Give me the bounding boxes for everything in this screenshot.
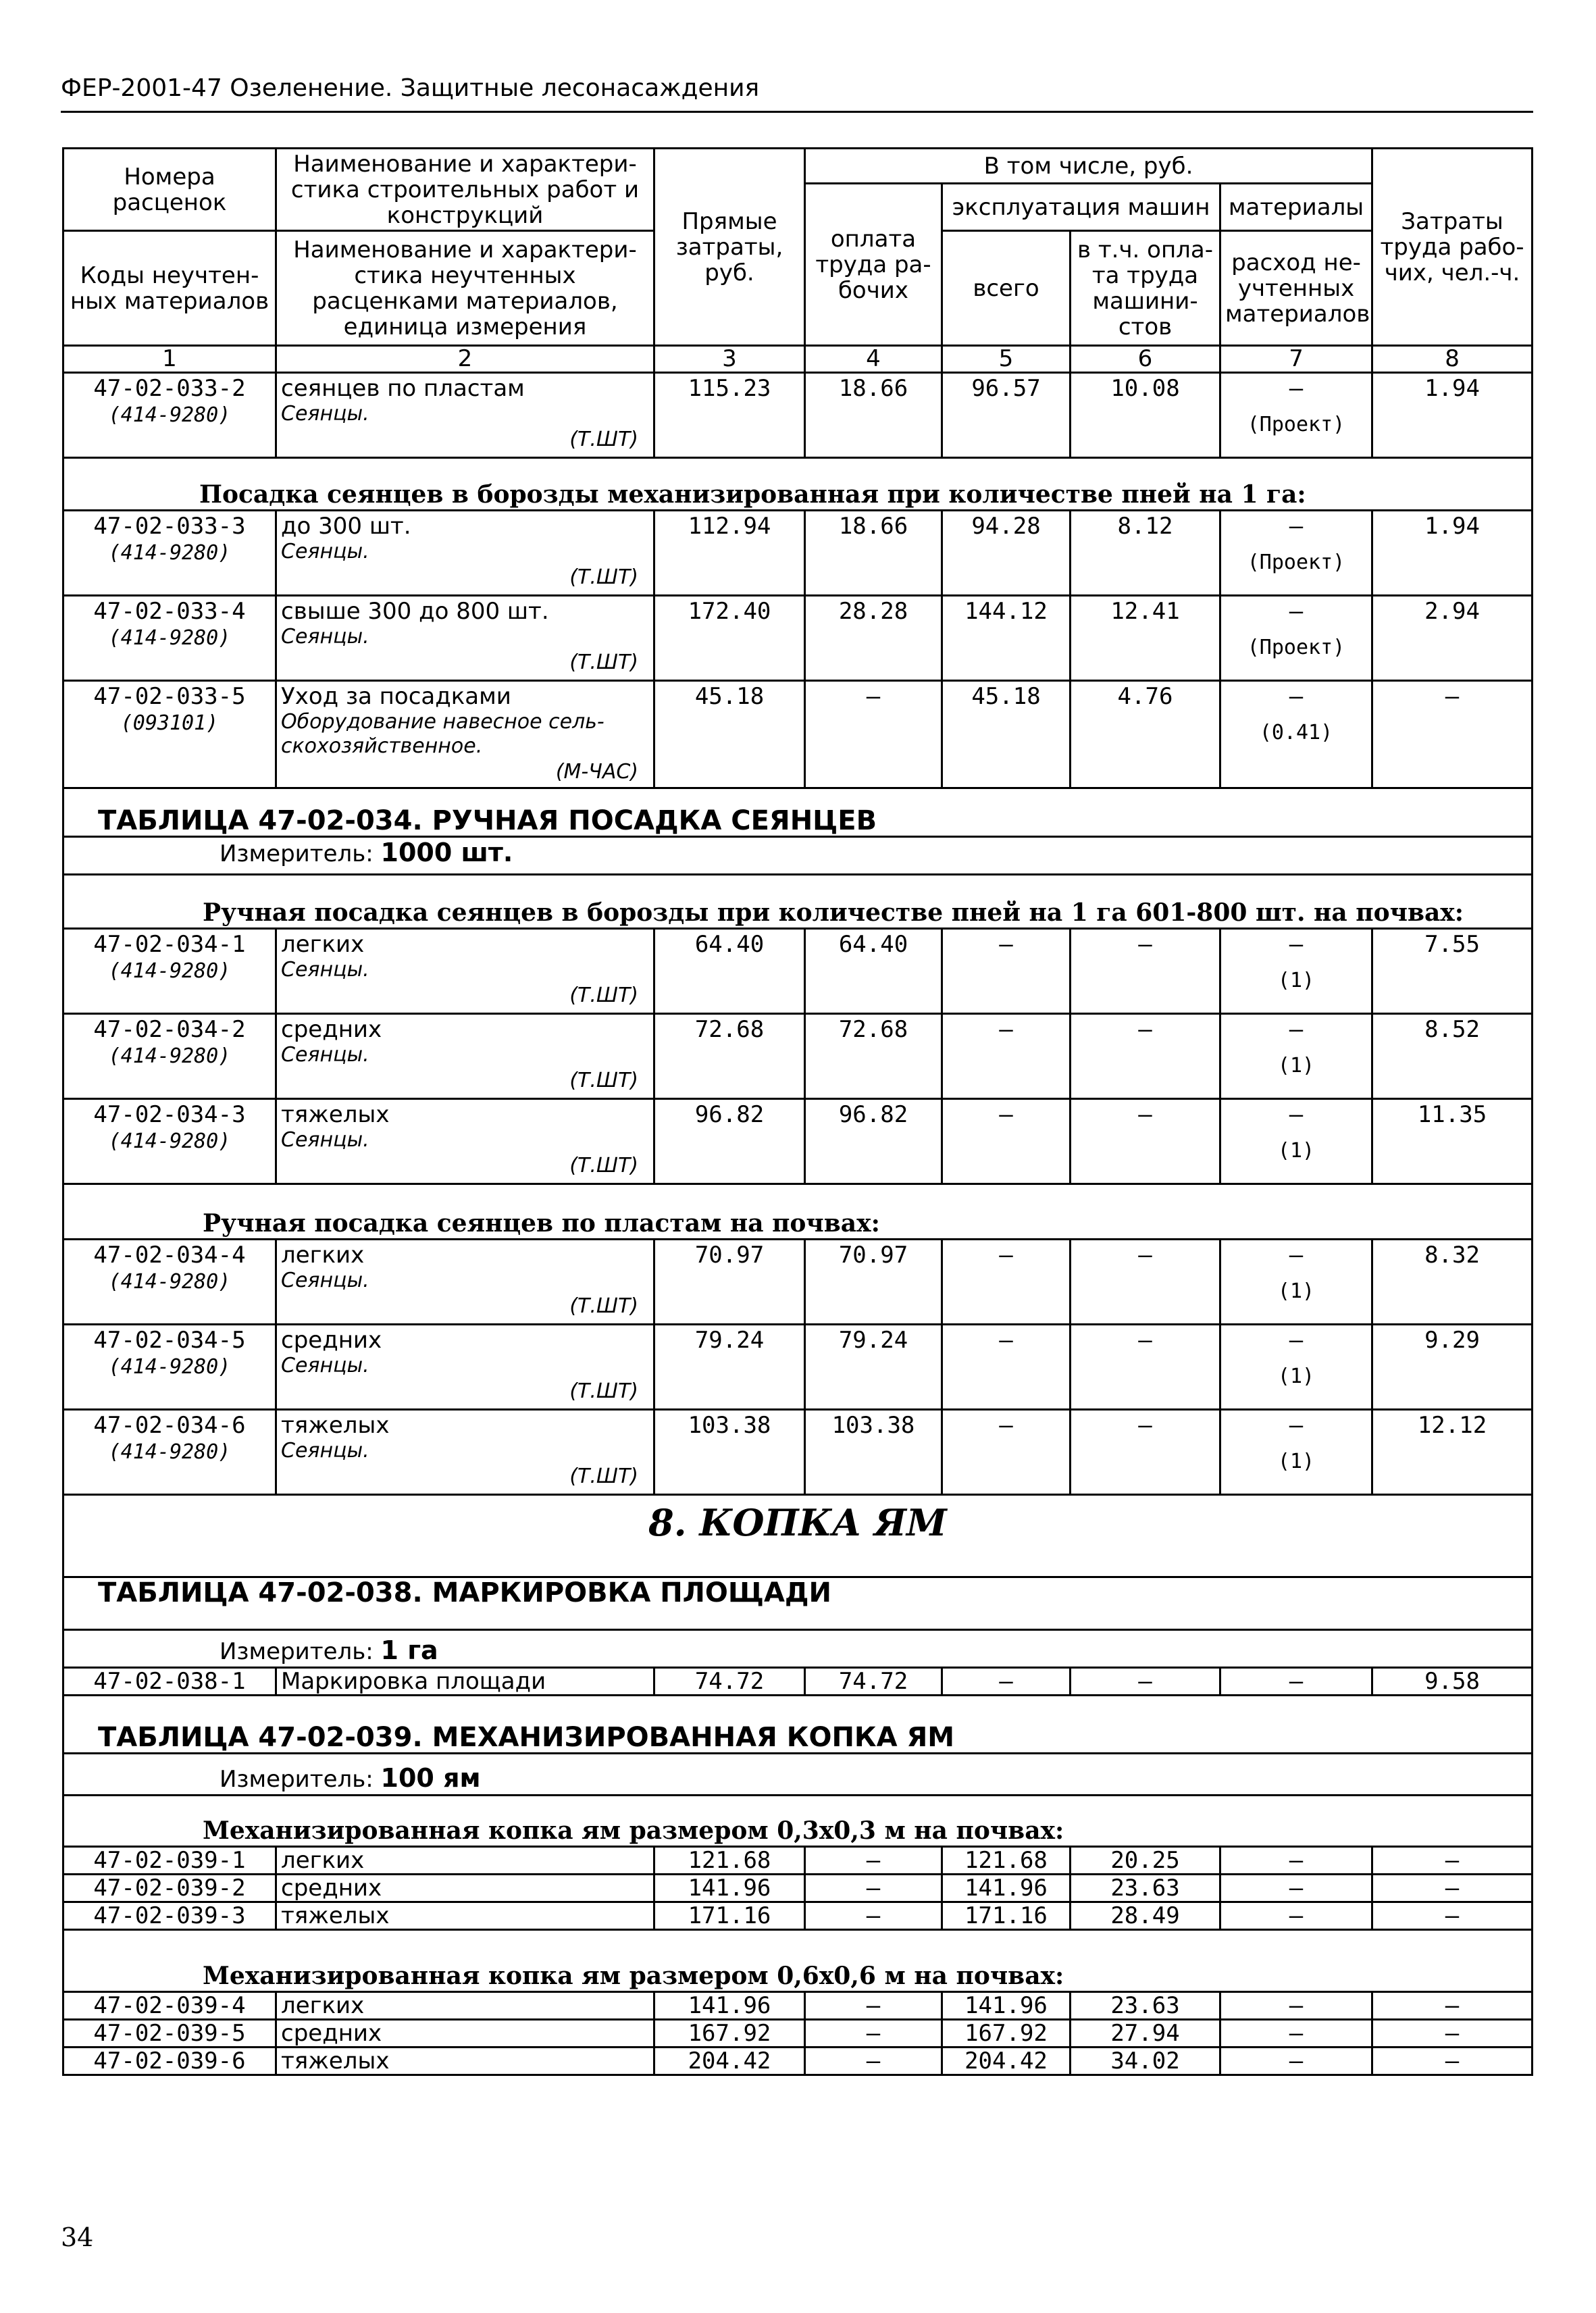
labor-pay: – [805, 1902, 942, 1930]
section-heading: Механизированная копка ям размером 0,3х0,3 м на почвах: [63, 1796, 1533, 1847]
material-code: (414-9280) [108, 959, 231, 983]
work-name: средних [276, 1875, 654, 1902]
materials-cell [1220, 596, 1372, 681]
rate-code-cell [63, 1099, 276, 1184]
header-unaccounted-materials: расход не-учтенных материалов [1220, 231, 1372, 346]
header-labor-hours: Затраты труда рабо-чих, чел.-ч. [1372, 149, 1533, 346]
work-name: Маркировка площади [276, 1668, 654, 1696]
materials-cost: – [1220, 1668, 1372, 1696]
materials-cost: – [1289, 513, 1304, 540]
labor-pay: 72.68 [805, 1014, 942, 1099]
unit-of-measure: (Т.ШТ) [569, 984, 638, 1007]
material-name: Сеянцы. [281, 402, 369, 426]
labor-hours: 11.35 [1372, 1099, 1533, 1184]
col-number: 5 [942, 346, 1071, 373]
machinists-pay: 10.08 [1071, 373, 1220, 458]
labor-hours: 1.94 [1372, 511, 1533, 596]
table-row [63, 2048, 1533, 2075]
rate-code: 47-02-034-3 [93, 1101, 246, 1128]
materials-cost: – [1220, 1902, 1372, 1930]
work-name-cell [276, 929, 654, 1014]
materials-note: (Проект) [1247, 551, 1345, 574]
chapter-title: 8. КОПКА ЯМ [63, 1495, 1533, 1577]
rate-code-cell [63, 596, 276, 681]
work-name: тяжелых [281, 1412, 390, 1439]
material-name: Сеянцы. [281, 625, 369, 649]
materials-cell [1220, 929, 1372, 1014]
direct-costs: 172.40 [654, 596, 805, 681]
header-material-codes: Коды неучтен-ных материалов [63, 231, 276, 346]
table-row [63, 1847, 1533, 1875]
work-name: средних [276, 2020, 654, 2048]
rate-code: 47-02-034-5 [93, 1327, 246, 1354]
measure-value: 100 ям [380, 1763, 481, 1793]
table-row [63, 1668, 1533, 1696]
material-name: Сеянцы. [281, 1354, 369, 1377]
header-including: В том числе, руб. [805, 149, 1372, 184]
labor-hours: 8.32 [1372, 1240, 1533, 1325]
labor-hours: 12.12 [1372, 1410, 1533, 1495]
labor-hours: – [1372, 1847, 1533, 1875]
materials-cell [1220, 1014, 1372, 1099]
materials-cost: – [1220, 2020, 1372, 2048]
machines-total: 94.28 [942, 511, 1071, 596]
rows-034-b [63, 1240, 1533, 1495]
material-code: (414-9280) [108, 1440, 231, 1464]
direct-costs: 96.82 [654, 1099, 805, 1184]
materials-cell [1220, 511, 1372, 596]
unit-of-measure: (Т.ШТ) [569, 1379, 638, 1403]
work-name-cell [276, 1410, 654, 1495]
unit-of-measure: (Т.ШТ) [569, 1069, 638, 1092]
measure-value: 1000 шт. [380, 838, 513, 867]
measure-label: Измеритель: [220, 1638, 374, 1665]
labor-pay: 96.82 [805, 1099, 942, 1184]
work-name: легких [281, 1242, 365, 1269]
materials-cost: – [1220, 1847, 1372, 1875]
table-row [63, 1992, 1533, 2020]
labor-pay: – [805, 681, 942, 788]
work-name-cell [276, 1099, 654, 1184]
machines-total: 121.68 [942, 1847, 1071, 1875]
measure-label: Измеритель: [220, 1766, 374, 1793]
machines-total: 171.16 [942, 1902, 1071, 1930]
section-039-b [63, 1930, 1533, 1992]
col-number: 6 [1071, 346, 1220, 373]
labor-pay: 74.72 [805, 1668, 942, 1696]
direct-costs: 70.97 [654, 1240, 805, 1325]
direct-costs: 167.92 [654, 2020, 805, 2048]
machines-total: – [942, 929, 1071, 1014]
table-title: ТАБЛИЦА 47-02-038. МАРКИРОВКА ПЛОЩАДИ [63, 1577, 1533, 1630]
table-title: ТАБЛИЦА 47-02-039. МЕХАНИЗИРОВАННАЯ КОПКА ЯМ [63, 1696, 1533, 1754]
table-row [63, 681, 1533, 788]
header-labor-pay: оплата труда ра-бочих [805, 184, 942, 346]
rate-code-cell [63, 373, 276, 458]
materials-cost: – [1289, 1327, 1304, 1354]
machines-total: 141.96 [942, 1992, 1071, 2020]
table-034-heading [63, 788, 1533, 929]
machinists-pay: – [1071, 1410, 1220, 1495]
labor-hours: – [1372, 2020, 1533, 2048]
materials-cell [1220, 1410, 1372, 1495]
materials-cost: – [1220, 1875, 1372, 1902]
table-row [63, 1875, 1533, 1902]
machinists-pay: – [1071, 1099, 1220, 1184]
material-code: (414-9280) [108, 403, 231, 427]
machines-total: 204.42 [942, 2048, 1071, 2075]
header-machines: эксплуатация машин [942, 184, 1220, 231]
machinists-pay: 23.63 [1071, 1992, 1220, 2020]
materials-cost: – [1289, 1101, 1304, 1128]
labor-hours: 9.58 [1372, 1668, 1533, 1696]
labor-pay: – [805, 2048, 942, 2075]
col-number: 2 [276, 346, 654, 373]
labor-pay: 18.66 [805, 511, 942, 596]
rows-033-b [63, 511, 1533, 788]
work-name-cell [276, 681, 654, 788]
rows-039-a [63, 1847, 1533, 1930]
materials-note: (1) [1277, 1279, 1315, 1303]
table-row [63, 1325, 1533, 1410]
work-name: сеянцев по пластам [281, 375, 525, 402]
labor-pay: – [805, 2020, 942, 2048]
rate-code: 47-02-033-2 [93, 375, 246, 402]
materials-cost: – [1289, 683, 1304, 710]
machinists-pay: 34.02 [1071, 2048, 1220, 2075]
materials-note: (1) [1277, 1054, 1315, 1077]
materials-note: (1) [1277, 1365, 1315, 1388]
labor-hours: 8.52 [1372, 1014, 1533, 1099]
section-heading: Ручная посадка сеянцев по пластам на почвах: [63, 1184, 1533, 1240]
material-name: Сеянцы. [281, 958, 369, 982]
rows-039-b [63, 1992, 1533, 2075]
unit-of-measure: (Т.ШТ) [569, 651, 638, 674]
work-name: средних [281, 1327, 382, 1354]
machinists-pay: 12.41 [1071, 596, 1220, 681]
measure-line [63, 837, 1533, 875]
unit-of-measure: (Т.ШТ) [569, 1294, 638, 1318]
section-heading: Механизированная копка ям размером 0,6х0,6 м на почвах: [63, 1930, 1533, 1992]
rows-038 [63, 1668, 1533, 1696]
rate-code-cell [63, 511, 276, 596]
work-name: легких [281, 931, 365, 958]
direct-costs: 72.68 [654, 1014, 805, 1099]
materials-note: (1) [1277, 969, 1315, 992]
table-row [63, 596, 1533, 681]
direct-costs: 79.24 [654, 1325, 805, 1410]
direct-costs: 141.96 [654, 1992, 805, 2020]
labor-pay: – [805, 1875, 942, 1902]
machines-total: – [942, 1325, 1071, 1410]
col-number: 4 [805, 346, 942, 373]
machinists-pay: 28.49 [1071, 1902, 1220, 1930]
machines-total: – [942, 1014, 1071, 1099]
col-number: 3 [654, 346, 805, 373]
page-header: ФЕР-2001-47 Озеленение. Защитные лесонасаждения [61, 73, 1533, 113]
work-name-cell [276, 373, 654, 458]
table-row [63, 1014, 1533, 1099]
work-name: Уход за посадками [281, 683, 511, 710]
rate-code-cell [63, 1325, 276, 1410]
table-row [63, 929, 1533, 1014]
rate-code: 47-02-039-6 [63, 2048, 276, 2075]
rate-code: 47-02-033-3 [93, 513, 246, 540]
col-number: 8 [1372, 346, 1533, 373]
section-033 [63, 458, 1533, 511]
measure-label: Измеритель: [220, 840, 374, 867]
labor-hours: 9.29 [1372, 1325, 1533, 1410]
rate-code: 47-02-034-2 [93, 1016, 246, 1043]
labor-hours: 7.55 [1372, 929, 1533, 1014]
materials-cell [1220, 1240, 1372, 1325]
machinists-pay: – [1071, 1240, 1220, 1325]
machines-total: – [942, 1668, 1071, 1696]
rates-table [62, 147, 1533, 2076]
table-row [63, 2020, 1533, 2048]
work-name: тяжелых [276, 2048, 654, 2075]
material-code: (093101) [120, 711, 219, 735]
header-machines-total: всего [942, 231, 1071, 346]
labor-pay: 79.24 [805, 1325, 942, 1410]
machinists-pay: 8.12 [1071, 511, 1220, 596]
machinists-pay: – [1071, 1325, 1220, 1410]
machines-total: 96.57 [942, 373, 1071, 458]
work-name-cell [276, 1325, 654, 1410]
work-name: легких [276, 1992, 654, 2020]
machines-total: – [942, 1099, 1071, 1184]
work-name-cell [276, 1014, 654, 1099]
rate-code: 47-02-039-1 [63, 1847, 276, 1875]
rate-code: 47-02-039-3 [63, 1902, 276, 1930]
machinists-pay: 23.63 [1071, 1875, 1220, 1902]
labor-hours: – [1372, 681, 1533, 788]
machinists-pay: – [1071, 1668, 1220, 1696]
material-name: Сеянцы. [281, 540, 369, 563]
section-heading: Ручная посадка сеянцев в борозды при количестве пней на 1 га 601-800 шт. на почвах: [63, 875, 1533, 929]
table-039-heading [63, 1696, 1533, 1847]
measure-value: 1 га [380, 1635, 438, 1665]
unit-of-measure: (М-ЧАС) [555, 760, 638, 784]
labor-hours: 1.94 [1372, 373, 1533, 458]
rate-code: 47-02-033-4 [93, 598, 246, 625]
header-machinists-pay: в т.ч. опла-та труда машини-стов [1071, 231, 1220, 346]
measure-line [63, 1630, 1533, 1668]
unit-of-measure: (Т.ШТ) [569, 1465, 638, 1488]
material-code: (414-9280) [108, 626, 231, 650]
table-header [63, 149, 1533, 373]
table-row [63, 511, 1533, 596]
labor-pay: 18.66 [805, 373, 942, 458]
machines-total: 45.18 [942, 681, 1071, 788]
machines-total: 141.96 [942, 1875, 1071, 1902]
materials-cost: – [1220, 1992, 1372, 2020]
rate-code: 47-02-038-1 [63, 1668, 276, 1696]
materials-note: (Проект) [1247, 636, 1345, 659]
rate-code-cell [63, 681, 276, 788]
rate-code: 47-02-039-5 [63, 2020, 276, 2048]
material-name: Оборудование навесное сель-скохозяйственное. [281, 710, 604, 758]
unit-of-measure: (Т.ШТ) [569, 1154, 638, 1177]
materials-note: (Проект) [1247, 413, 1345, 436]
machines-total: – [942, 1410, 1071, 1495]
machinists-pay: – [1071, 1014, 1220, 1099]
material-name: Сеянцы. [281, 1269, 369, 1292]
labor-hours: – [1372, 2048, 1533, 2075]
work-name-cell [276, 511, 654, 596]
direct-costs: 64.40 [654, 929, 805, 1014]
unit-of-measure: (Т.ШТ) [569, 428, 638, 451]
rate-code-cell [63, 929, 276, 1014]
work-name: средних [281, 1016, 382, 1043]
unit-of-measure: (Т.ШТ) [569, 565, 638, 589]
header-direct-costs: Прямые затраты, руб. [654, 149, 805, 346]
direct-costs: 45.18 [654, 681, 805, 788]
direct-costs: 115.23 [654, 373, 805, 458]
table-title: ТАБЛИЦА 47-02-034. РУЧНАЯ ПОСАДКА СЕЯНЦЕВ [63, 788, 1533, 837]
materials-note: (1) [1277, 1450, 1315, 1473]
materials-cell [1220, 1099, 1372, 1184]
col-number: 7 [1220, 346, 1372, 373]
labor-hours: – [1372, 1902, 1533, 1930]
labor-pay: – [805, 1847, 942, 1875]
direct-costs: 112.94 [654, 511, 805, 596]
rate-code-cell [63, 1240, 276, 1325]
material-code: (414-9280) [108, 1044, 231, 1068]
chapter-8 [63, 1495, 1533, 1668]
machines-total: 167.92 [942, 2020, 1071, 2048]
materials-cost: – [1220, 2048, 1372, 2075]
header-material-name: Наименование и характери-стика неучтенных расценками материалов, единица измерения [276, 231, 654, 346]
work-name: тяжелых [281, 1101, 390, 1128]
material-name: Сеянцы. [281, 1128, 369, 1152]
labor-pay: 70.97 [805, 1240, 942, 1325]
direct-costs: 121.68 [654, 1847, 805, 1875]
rate-code-cell [63, 1410, 276, 1495]
header-work-name: Наименование и характери-стика строительных работ и конструкций [276, 149, 654, 231]
labor-pay: 28.28 [805, 596, 942, 681]
materials-cost: – [1289, 375, 1304, 402]
table-row [63, 373, 1533, 458]
direct-costs: 141.96 [654, 1875, 805, 1902]
work-name-cell [276, 596, 654, 681]
material-name: Сеянцы. [281, 1043, 369, 1067]
work-name: легких [276, 1847, 654, 1875]
col-number: 1 [63, 346, 276, 373]
section-034-b [63, 1184, 1533, 1240]
rate-code: 47-02-039-2 [63, 1875, 276, 1902]
table-row [63, 1240, 1533, 1325]
materials-note: (1) [1277, 1139, 1315, 1163]
machinists-pay: 27.94 [1071, 2020, 1220, 2048]
labor-pay: – [805, 1992, 942, 2020]
machinists-pay: 4.76 [1071, 681, 1220, 788]
labor-hours: – [1372, 1875, 1533, 1902]
work-name: свыше 300 до 800 шт. [281, 598, 549, 625]
rows-033-a [63, 373, 1533, 458]
material-code: (414-9280) [108, 541, 231, 565]
material-code: (414-9280) [108, 1129, 231, 1153]
rows-034-a [63, 929, 1533, 1184]
material-code: (414-9280) [108, 1270, 231, 1294]
machinists-pay: – [1071, 929, 1220, 1014]
table-row [63, 1099, 1533, 1184]
rate-code: 47-02-034-4 [93, 1242, 246, 1269]
header-materials: материалы [1220, 184, 1372, 231]
work-name: до 300 шт. [281, 513, 411, 540]
rate-code: 47-02-039-4 [63, 1992, 276, 2020]
measure-line [63, 1754, 1533, 1796]
rate-code: 47-02-034-1 [93, 931, 246, 958]
materials-note: (0.41) [1259, 721, 1333, 744]
direct-costs: 74.72 [654, 1668, 805, 1696]
labor-hours: – [1372, 1992, 1533, 2020]
materials-cell [1220, 373, 1372, 458]
materials-cost: – [1289, 931, 1304, 958]
machinists-pay: 20.25 [1071, 1847, 1220, 1875]
work-name: тяжелых [276, 1902, 654, 1930]
materials-cell [1220, 1325, 1372, 1410]
direct-costs: 103.38 [654, 1410, 805, 1495]
direct-costs: 204.42 [654, 2048, 805, 2075]
material-name: Сеянцы. [281, 1439, 369, 1463]
machines-total: 144.12 [942, 596, 1071, 681]
rate-code: 47-02-033-5 [93, 683, 246, 710]
materials-cost: – [1289, 598, 1304, 625]
rate-code-cell [63, 1014, 276, 1099]
table-row [63, 1410, 1533, 1495]
materials-cost: – [1289, 1016, 1304, 1043]
labor-pay: 103.38 [805, 1410, 942, 1495]
rate-code: 47-02-034-6 [93, 1412, 246, 1439]
table-row [63, 1902, 1533, 1930]
labor-pay: 64.40 [805, 929, 942, 1014]
machines-total: – [942, 1240, 1071, 1325]
page-number: 34 [61, 2222, 94, 2252]
materials-cost: – [1289, 1412, 1304, 1439]
material-code: (414-9280) [108, 1355, 231, 1379]
materials-cost: – [1289, 1242, 1304, 1269]
materials-cell [1220, 681, 1372, 788]
work-name-cell [276, 1240, 654, 1325]
header-rate-numbers: Номера расценок [63, 149, 276, 231]
direct-costs: 171.16 [654, 1902, 805, 1930]
section-heading: Посадка сеянцев в борозды механизированная при количестве пней на 1 га: [63, 458, 1533, 511]
labor-hours: 2.94 [1372, 596, 1533, 681]
